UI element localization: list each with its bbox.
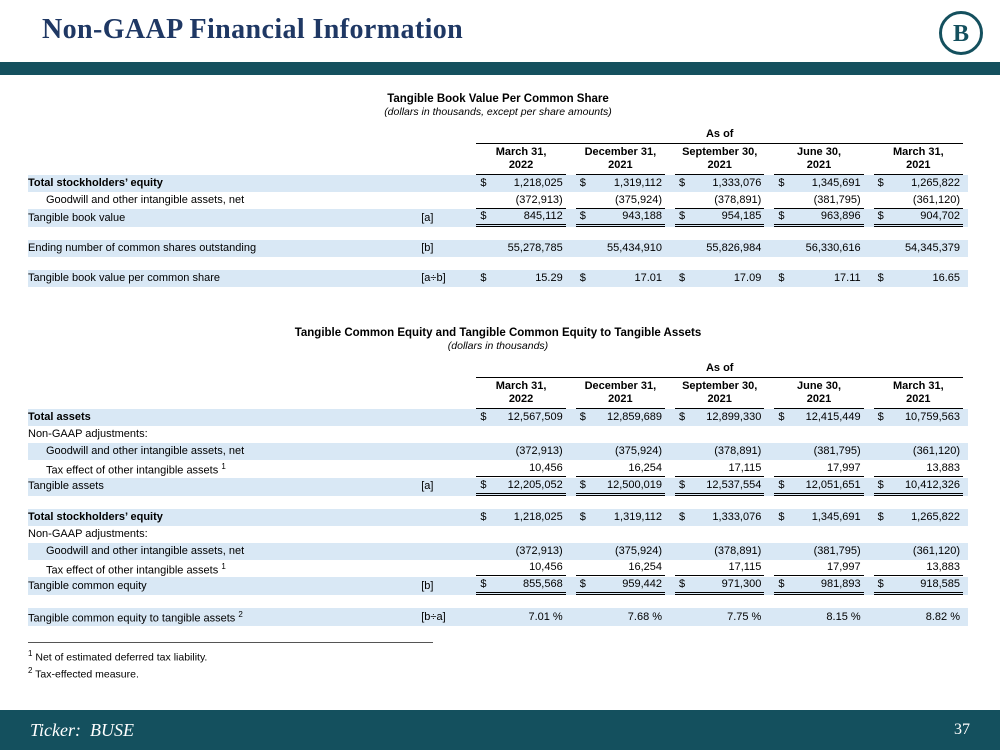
period-header: December 31, 2021 [576,144,665,175]
dollar-sign: $ [679,411,686,423]
value: 13,883 [926,561,960,574]
value-cell [576,510,665,525]
value-cell [476,527,565,542]
value: (361,120) [912,193,960,206]
header-accent-bar [0,62,1000,75]
value: 1,345,691 [811,510,861,523]
row-bracket [421,560,471,578]
as-of-label: As of [476,362,963,378]
value-cell [576,544,665,559]
period-header: March 31, 2021 [874,378,963,409]
value-cell [874,478,963,496]
row-label: Tangible common equity [28,577,421,595]
table-row [28,577,968,595]
dollar-sign: $ [579,411,586,423]
value-cell [774,410,863,425]
value: 55,434,910 [606,242,663,254]
value-cell [576,241,665,256]
footnote: $^2$ Tax-effected measure. [28,666,139,681]
value-cell [675,527,764,542]
value: (361,120) [912,544,960,557]
value: 12,205,052 [507,478,563,491]
value-cell [774,610,863,625]
value-cell [476,410,565,425]
value-cell [476,560,565,576]
dollar-sign: $ [679,272,686,284]
company-logo-icon [938,10,984,56]
value-cell [576,560,665,576]
table1-title: Tangible Book Value Per Common Share [387,93,609,105]
value-cell [476,461,565,477]
content [0,75,1000,682]
value-cell [874,444,963,459]
dollar-sign: $ [480,510,487,523]
period-header: June 30, 2021 [774,378,863,409]
spacer-row [28,496,968,509]
value: (378,891) [714,193,762,206]
spacer-row [28,227,968,240]
dollar-sign: $ [778,578,785,591]
value: 16,254 [628,461,663,474]
value: 1,265,822 [911,177,960,189]
row-label: Goodwill and other intangible assets, net [28,443,421,460]
period-header-row [28,378,968,409]
value: 16,254 [628,561,663,574]
value-cell [874,461,963,477]
table1-subtitle: (dollars in thousands, except per share amounts) [384,106,612,118]
dollar-sign: $ [480,272,487,284]
value-cell [874,176,963,191]
row-label: Total stockholders’ equity [28,509,421,526]
value: 959,442 [622,578,663,591]
value: 15.29 [535,272,563,284]
value: 12,415,449 [805,411,861,423]
footnote-ref: 1 [221,462,226,471]
row-bracket [421,443,471,460]
value-cell [874,560,963,576]
value-cell [675,544,764,559]
row-label: Goodwill and other intangible assets, net [46,194,245,206]
value-cell [874,241,963,256]
row-label: Tangible assets [28,478,421,496]
value: 17,997 [827,461,861,474]
value: 13,883 [926,461,960,474]
value: 10,412,326 [904,478,960,491]
period-header-row [28,144,968,175]
table-row [28,209,968,227]
value-cell [874,510,963,525]
dollar-sign: $ [480,478,487,491]
table2-mount [28,361,968,626]
table-row [28,409,968,426]
row-bracket [421,526,471,543]
value-cell [675,577,764,595]
dollar-sign: $ [579,177,586,189]
value: 17.09 [733,272,762,284]
row-bracket: [b] [421,577,471,595]
value-cell [675,209,764,227]
value-cell [576,527,665,542]
value-cell [476,209,565,227]
value-cell [476,176,565,191]
value-cell [576,271,665,286]
value-cell [476,610,565,625]
table2-title: Tangible Common Equity and Tangible Common Equity to Tangible Assets [294,327,702,339]
tangible-common-equity-section [28,327,968,626]
value: 981,893 [820,578,861,591]
value-cell [774,527,863,542]
value-cell [675,444,764,459]
value-cell [874,427,963,442]
value: 10,456 [529,561,563,574]
value: 12,899,330 [706,411,762,423]
value: 12,537,554 [706,478,762,491]
row-bracket [421,543,471,560]
value: 55,826,984 [706,242,762,254]
header [0,0,1000,62]
table-row [28,509,968,526]
value-cell [675,271,764,286]
value: 963,896 [820,210,861,222]
row-bracket [421,175,471,192]
value-cell [774,209,863,227]
table1-mount [28,127,968,287]
footnote-divider [28,642,433,643]
value: 1,218,025 [513,177,563,189]
value-cell [576,410,665,425]
table-row [28,543,968,560]
value: 855,568 [522,578,563,591]
value-cell [576,478,665,496]
value-cell [774,461,863,477]
value-cell [774,271,863,286]
value: (381,795) [813,445,861,457]
value: 10,456 [529,461,563,474]
table-row [28,192,968,209]
footnote: $^1$ Net of estimated deferred tax liability. [28,648,208,664]
value: 7.75 % [727,610,762,623]
footnote-ref: 1 [221,561,226,571]
value-cell [476,544,565,559]
row-label: Non-GAAP adjustments: [28,527,148,540]
period-header: December 31, 2021 [576,378,665,409]
row-bracket: [a] [421,478,471,496]
period-header: March 31, 2022 [476,378,565,409]
value-cell [675,510,764,525]
value: 1,319,112 [613,510,663,523]
value: 16.65 [932,272,960,284]
tangible-book-value-section [28,93,968,287]
as-of-row [28,361,968,378]
logo-letter: B [952,21,970,47]
value: 17.01 [634,272,663,284]
table-row [28,240,968,257]
value-cell [476,427,565,442]
period-header: March 31, 2021 [874,144,963,175]
value-cell [774,241,863,256]
table-row [28,270,968,287]
dollar-sign: $ [579,510,586,523]
value-cell [774,544,863,559]
dollar-sign: $ [877,510,884,523]
value: 10,759,563 [904,411,960,423]
value: (372,913) [515,445,563,457]
value-cell [774,444,863,459]
spacer-row [28,257,968,270]
dollar-sign: $ [579,272,586,284]
as-of-row [28,127,968,144]
dollar-sign: $ [877,210,884,222]
value-cell [576,610,665,625]
value: 1,333,076 [712,177,762,189]
row-bracket [421,409,471,426]
period-header: June 30, 2021 [774,144,863,175]
row-bracket: [b÷a] [421,608,471,626]
value-cell [675,560,764,576]
value: 1,333,076 [712,510,762,523]
page-number: 37 [954,721,970,738]
value-cell [576,461,665,477]
value-cell [874,610,963,625]
value: 55,278,785 [507,242,563,254]
row-label: Total stockholders’ equity [28,175,421,192]
value: 8.15 % [826,610,861,623]
dollar-sign: $ [877,478,884,491]
value-cell [675,478,764,496]
value: 54,345,379 [904,242,960,254]
value: (372,913) [515,544,563,557]
value: 12,051,651 [805,478,861,491]
value-cell [774,176,863,191]
value: 56,330,616 [805,242,861,254]
value: 1,218,025 [513,510,563,523]
value: 1,345,691 [811,177,861,189]
row-label: Tangible book value [28,209,421,227]
value-cell [874,271,963,286]
value: 918,585 [920,578,960,591]
as-of-label: As of [476,128,963,144]
value-cell [774,193,863,209]
dollar-sign: $ [778,272,785,284]
value-cell [576,193,665,209]
value-cell [476,478,565,496]
value-cell [774,478,863,496]
value-cell [576,209,665,227]
period-header: September 30, 2021 [675,378,764,409]
row-label: Tax effect of other intangible assets $^1$ [46,561,226,577]
dollar-sign: $ [480,210,487,222]
value-cell [774,577,863,595]
value-cell [476,444,565,459]
value-cell [476,241,565,256]
value: 7.68 % [627,610,663,623]
value: (378,891) [714,445,762,457]
dollar-sign: $ [877,272,884,284]
dollar-sign: $ [579,478,586,491]
table-row [28,560,968,578]
value-cell [476,193,565,209]
value: 1,265,822 [911,510,960,523]
dollar-sign: $ [679,210,686,222]
value-cell [576,444,665,459]
value: 943,188 [622,210,663,222]
dollar-sign: $ [579,578,586,591]
value-cell [576,176,665,191]
row-label: Tangible book value per common share [28,270,421,287]
value: 17.11 [833,272,861,284]
footnotes [28,647,968,682]
value: 7.01 % [528,610,563,623]
footnote-marker: 2 [28,666,33,676]
value-cell [675,410,764,425]
value: (375,924) [614,193,663,206]
dollar-sign: $ [877,411,884,423]
value: 8.82 % [925,610,960,623]
value: 17,997 [827,561,861,574]
value: 17,115 [728,461,762,474]
value-cell [476,510,565,525]
value: 12,500,019 [606,478,663,491]
dollar-sign: $ [778,478,785,491]
dollar-sign: $ [877,578,884,591]
dollar-sign: $ [579,210,586,222]
dollar-sign: $ [679,578,686,591]
value: 12,859,689 [606,411,663,423]
dollar-sign: $ [778,177,785,189]
value-cell [874,527,963,542]
spacer-row [28,595,968,608]
value: 954,185 [721,210,762,222]
row-bracket: [a÷b] [421,270,471,287]
footnote-ref: 2 [238,610,243,620]
period-header: March 31, 2022 [476,144,565,175]
row-label: Goodwill and other intangible assets, net [28,543,421,560]
value-cell [576,427,665,442]
value-cell [675,610,764,625]
ticker-label: Ticker: BUSE [30,719,134,740]
value: 1,319,112 [613,177,663,189]
value-cell [576,577,665,595]
footer-bar [0,710,1000,750]
value-cell [675,176,764,191]
table-row [28,175,968,192]
table2-subtitle: (dollars in thousands) [447,340,549,352]
value: 904,702 [920,210,960,222]
value-cell [476,271,565,286]
dollar-sign: $ [480,177,487,189]
value: 17,115 [728,561,762,574]
dollar-sign: $ [778,210,785,222]
tangible-common-equity-table [28,361,968,626]
value-cell [675,193,764,209]
row-bracket: [a] [421,209,471,227]
row-bracket [421,192,471,209]
value-cell [774,510,863,525]
value-cell [675,427,764,442]
table-row [28,443,968,460]
value-cell [476,577,565,595]
value: (361,120) [912,445,960,457]
dollar-sign: $ [679,510,686,523]
table-row [28,460,968,478]
dollar-sign: $ [679,177,686,189]
value-cell [774,427,863,442]
footnote-marker: 1 [28,648,33,658]
value: (378,891) [714,544,762,557]
value: 971,300 [721,578,762,591]
table-row [28,526,968,543]
row-bracket: [b] [421,240,471,257]
dollar-sign: $ [877,177,884,189]
value-cell [874,193,963,209]
dollar-sign: $ [480,578,487,591]
row-bracket [421,509,471,526]
row-label: Tangible common equity to tangible assets $^2$ [28,608,421,626]
value-cell [774,560,863,576]
row-label: Tax effect of other intangible assets $^1$ [46,462,226,477]
dollar-sign: $ [778,510,785,523]
row-label: Total assets [28,409,421,426]
value-cell [675,241,764,256]
row-label: Non-GAAP adjustments: [28,428,148,440]
row-bracket [421,426,471,443]
value: (375,924) [614,544,663,557]
value: 12,567,509 [507,411,563,423]
period-header: September 30, 2021 [675,144,764,175]
value-cell [874,410,963,425]
value: (381,795) [813,544,861,557]
value: (375,924) [614,445,663,457]
row-bracket [421,460,471,478]
value: (381,795) [813,193,861,206]
value: 845,112 [523,210,563,222]
row-label: Ending number of common shares outstanding [28,240,421,257]
value-cell [675,461,764,477]
page-title: Non-GAAP Financial Information [42,14,464,45]
dollar-sign: $ [778,411,785,423]
table-row [28,426,968,443]
value: (372,913) [515,193,563,206]
value-cell [874,544,963,559]
table-row [28,608,968,626]
table-row [28,478,968,496]
value-cell [874,209,963,227]
tangible-book-value-table [28,127,968,287]
dollar-sign: $ [480,411,487,423]
dollar-sign: $ [679,478,686,491]
value-cell [874,577,963,595]
